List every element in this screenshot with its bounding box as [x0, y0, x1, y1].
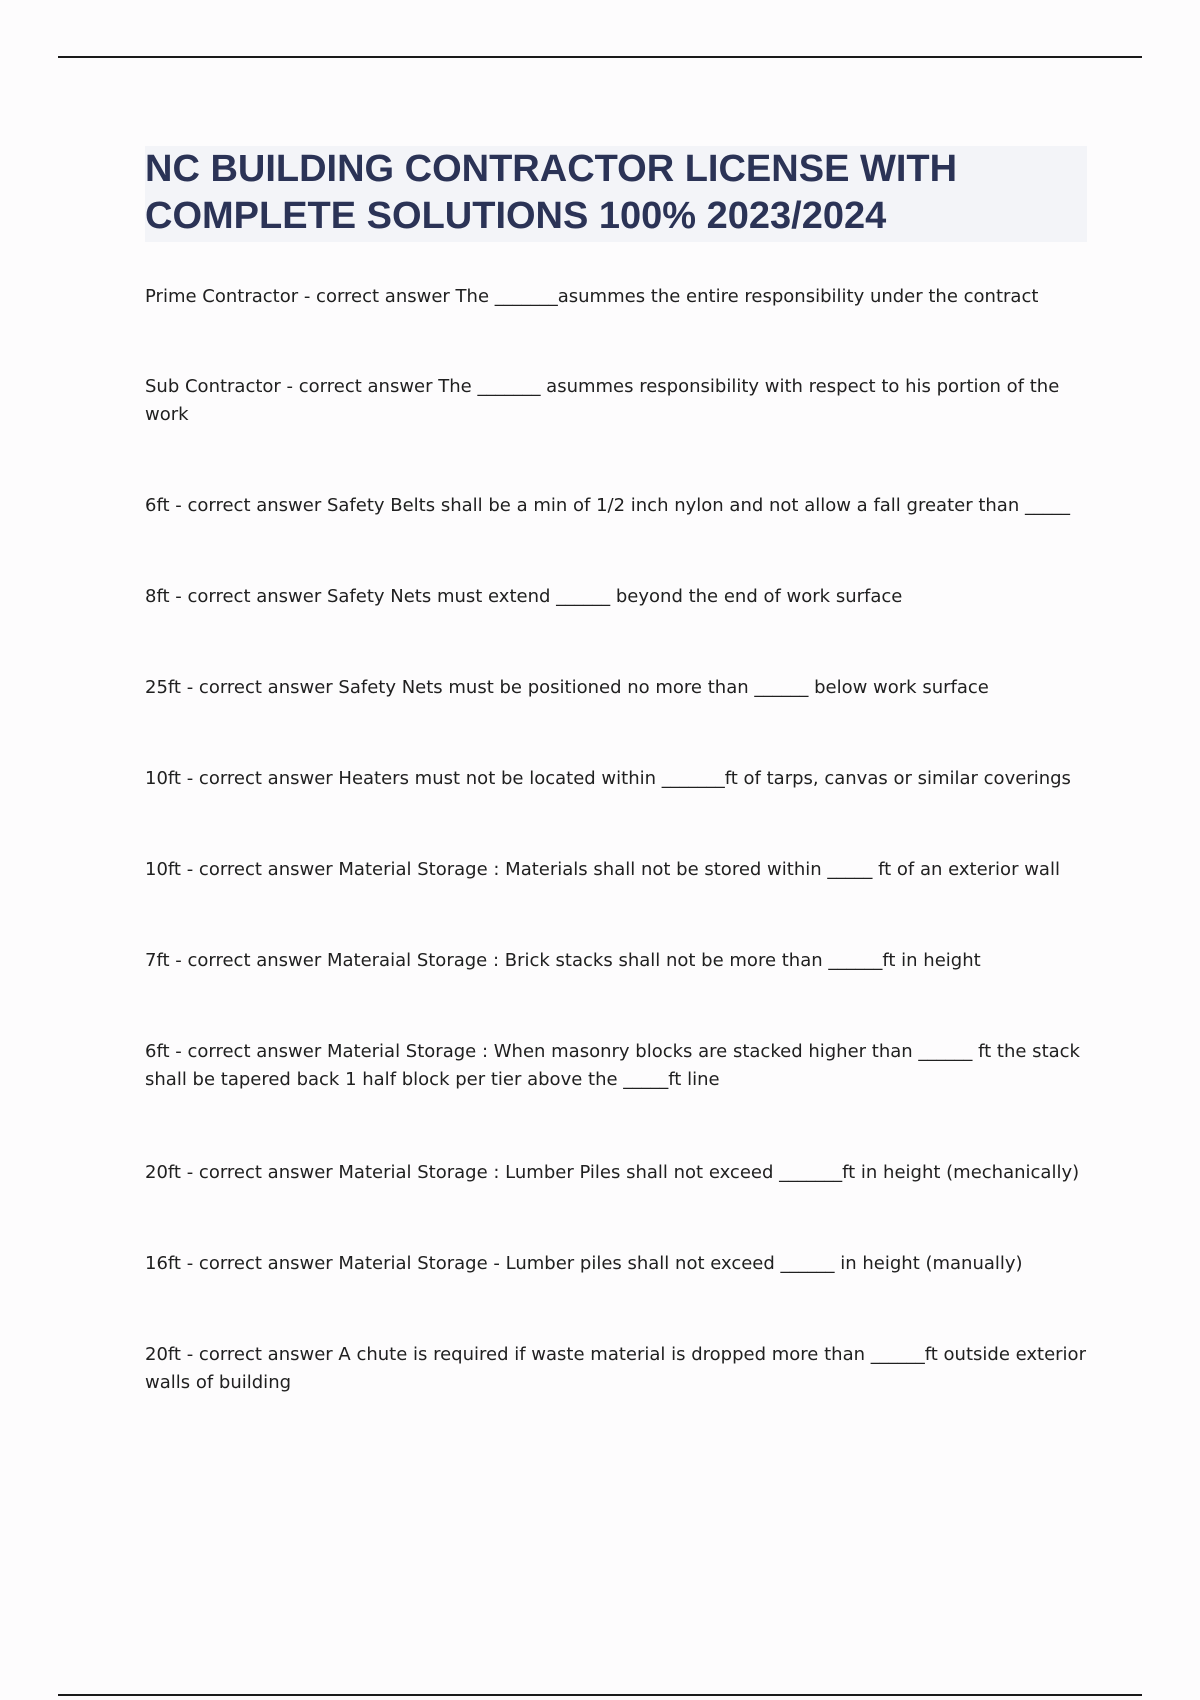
qa-item-6: 10ft - correct answer Heaters must not be located within _______ft of tarps, canvas or similar coverings [145, 768, 1071, 789]
qa-item-2: Sub Contractor - correct answer The _______ asummes responsibility with respect to his portion of the work [145, 376, 1060, 425]
qa-item-3: 6ft - correct answer Safety Belts shall be a min of 1/2 inch nylon and not allow a fall greater than _____ [145, 495, 1070, 516]
qa-item-10: 20ft - correct answer Material Storage : Lumber Piles shall not exceed _______ft in height (mechanically) [145, 1162, 1080, 1183]
document-title: NC BUILDING CONTRACTOR LICENSE WITH COMPLETE SOLUTIONS 100% 2023/2024 [145, 148, 958, 237]
qa-item-9: 6ft - correct answer Material Storage : When masonry blocks are stacked higher than ______ ft the stack shall be tapered back 1 half block per tier above the _____ft line [145, 1041, 1080, 1090]
title-banner [145, 146, 1087, 242]
qa-item-8: 7ft - correct answer Materaial Storage : Brick stacks shall not be more than ______ft in height [145, 950, 981, 971]
qa-item-12: 20ft - correct answer A chute is required if waste material is dropped more than ______ft outside exterior walls of building [145, 1344, 1086, 1393]
bottom-rule [58, 1694, 1142, 1696]
qa-item-5: 25ft - correct answer Safety Nets must be positioned no more than ______ below work surface [145, 677, 989, 698]
top-rule [58, 56, 1142, 58]
qa-item-11: 16ft - correct answer Material Storage - Lumber piles shall not exceed ______ in height (manually) [145, 1253, 1023, 1274]
qa-item-4: 8ft - correct answer Safety Nets must extend ______ beyond the end of work surface [145, 586, 903, 607]
qa-item-1: Prime Contractor - correct answer The _______asummes the entire responsibility under the contract [145, 286, 1039, 307]
qa-item-7: 10ft - correct answer Material Storage : Materials shall not be stored within _____ ft of an exterior wall [145, 859, 1060, 880]
